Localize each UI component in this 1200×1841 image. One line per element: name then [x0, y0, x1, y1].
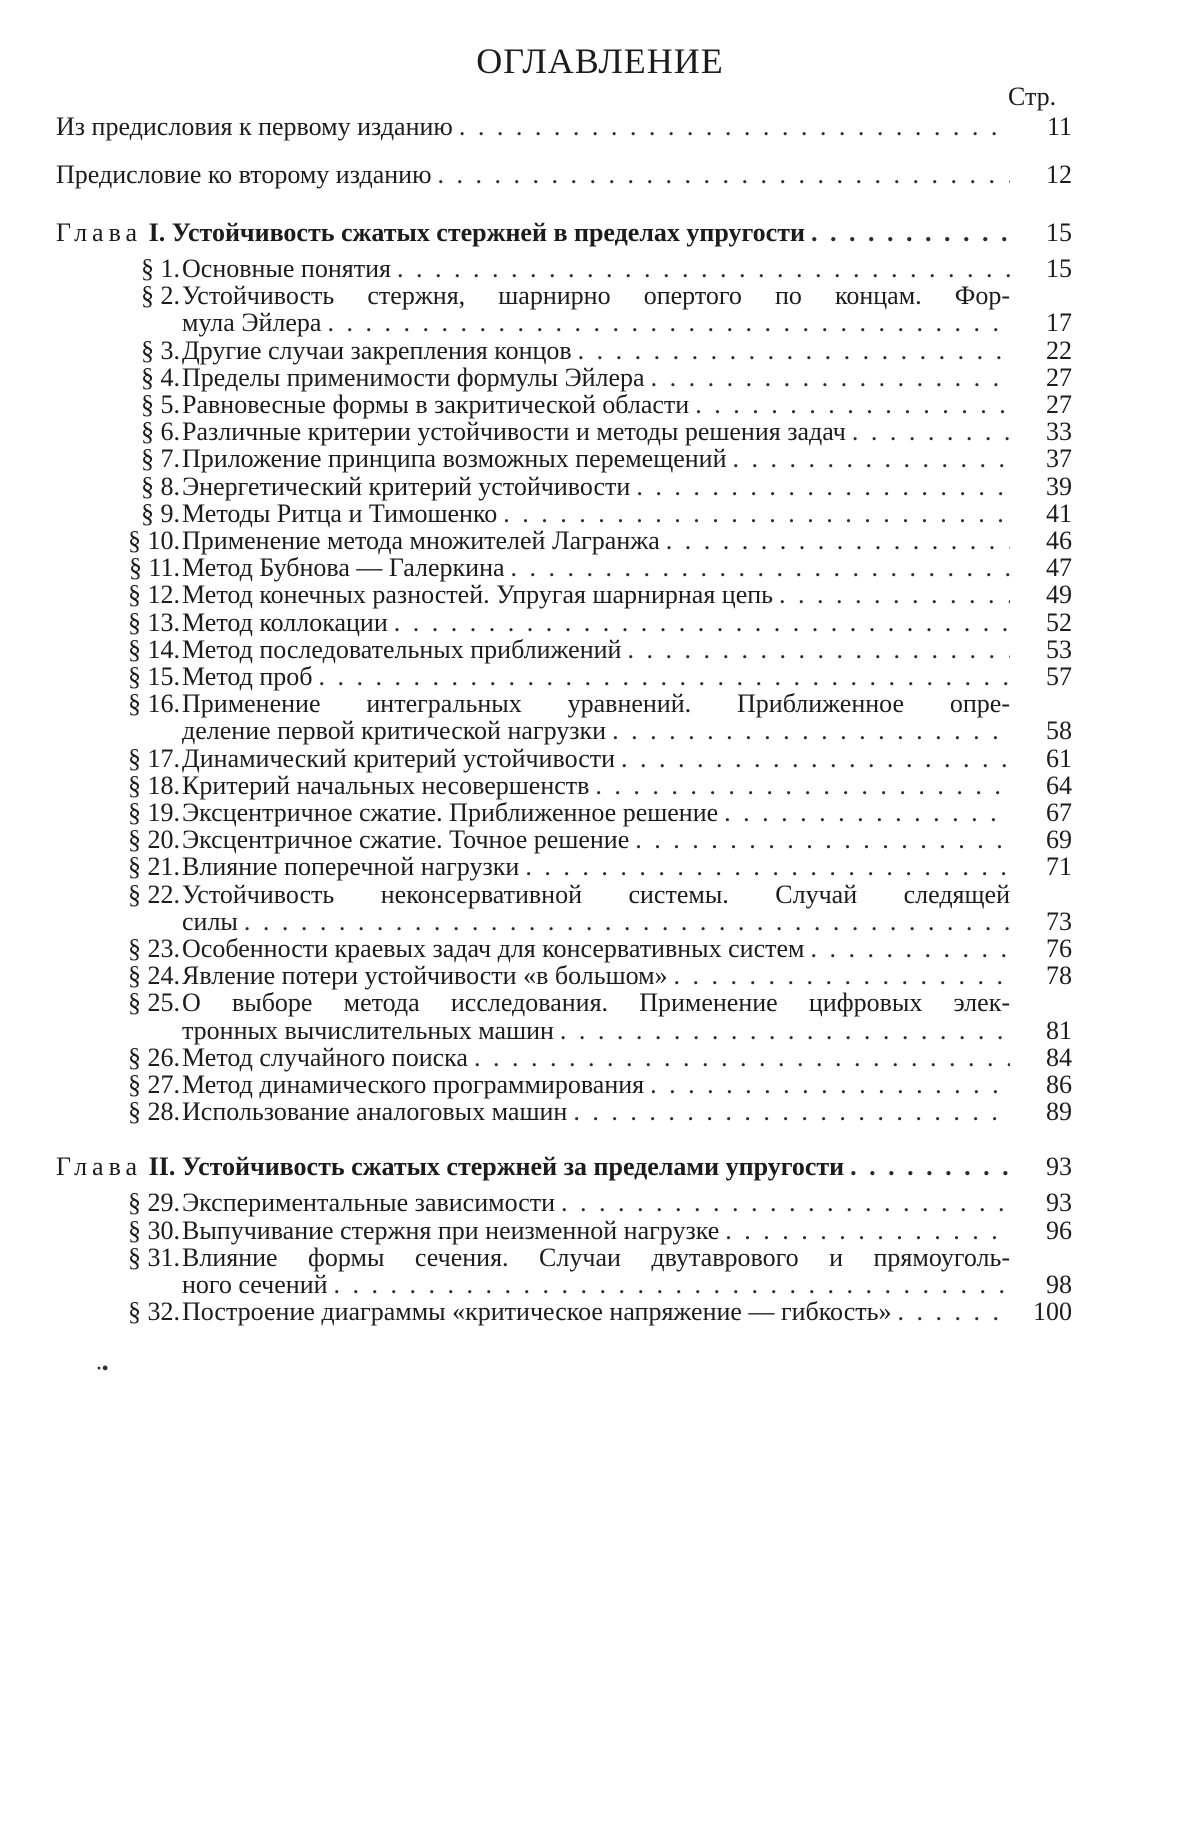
section-number: § 21. — [128, 852, 180, 882]
page-number: 69 — [1046, 825, 1072, 855]
leader-dots — [852, 417, 1010, 447]
toc-chapter-row — [0, 218, 1200, 248]
section-number: § 13. — [128, 607, 180, 637]
page-number: 98 — [1046, 1270, 1072, 1299]
page-number: 93 — [1046, 1188, 1072, 1218]
toc-section-row — [0, 254, 1200, 284]
entry-title: Построение диаграммы «критическое напряжение — гибкость» — [182, 1297, 892, 1327]
toc-preface-row — [0, 160, 1200, 190]
toc-section-row — [0, 961, 1200, 991]
toc-section-row — [0, 444, 1200, 474]
section-number: § 29. — [128, 1188, 180, 1218]
entry-title: Пределы применимости формулы Эйлера — [182, 362, 645, 392]
entry-text — [182, 526, 1010, 556]
entry-title: тронных вычислительных машин — [182, 1015, 554, 1045]
chapter-prefix: Глава — [56, 218, 143, 247]
section-number: § 12. — [128, 580, 180, 610]
page-number: 49 — [1046, 580, 1072, 610]
entry-text — [182, 1243, 1010, 1273]
section-number: § 19. — [128, 798, 180, 827]
leader-dots — [651, 363, 1010, 393]
toc-row-continuation — [0, 1270, 1200, 1300]
toc-section-row — [0, 744, 1200, 774]
toc-section-row — [0, 336, 1200, 366]
page-number: 58 — [1046, 716, 1072, 746]
page-number: 100 — [1033, 1297, 1072, 1327]
entry-text — [182, 363, 1010, 393]
toc-section-row — [0, 798, 1200, 828]
section-number: § 2. — [141, 281, 180, 311]
entry-title: Эксцентричное сжатие. Приближенное решение — [182, 798, 719, 827]
entry-text — [182, 472, 1010, 502]
entry-text — [182, 444, 1010, 474]
section-number: § 11. — [128, 553, 180, 583]
leader-dots — [318, 662, 1010, 692]
toc-row-continuation — [0, 716, 1200, 746]
entry-title: Экспериментальные зависимости — [182, 1188, 556, 1218]
entry-text — [182, 744, 1010, 774]
leader-dots — [627, 635, 1010, 665]
entry-text — [182, 308, 1010, 338]
entry-title: Динамический критерий устойчивости — [182, 743, 616, 773]
toc-section-row — [0, 1043, 1200, 1073]
leader-dots — [459, 112, 1010, 142]
entry-text — [182, 662, 1010, 692]
section-number: § 22. — [128, 879, 180, 909]
entry-title: Различные критерии устойчивости и методы решения задач — [182, 417, 846, 447]
toc-section-row — [0, 662, 1200, 692]
leader-dots — [438, 160, 1010, 190]
page-number: 37 — [1046, 444, 1072, 474]
entry-text — [182, 825, 1010, 855]
page-number: 57 — [1046, 662, 1072, 691]
toc-section-row — [0, 363, 1200, 393]
section-number: § 32. — [128, 1297, 180, 1327]
toc-section-row — [0, 580, 1200, 610]
leader-dots — [650, 1070, 1010, 1100]
entry-text — [182, 907, 1010, 937]
section-number: § 14. — [128, 634, 180, 664]
section-number: § 20. — [128, 825, 180, 855]
entry-title: Метод случайного поиска — [182, 1042, 468, 1072]
entry-title: Метод Бубнова — Галеркина — [182, 553, 505, 583]
entry-title: Влияние формы сечения. Случаи двутаврового и прямоуголь- — [182, 1242, 1010, 1272]
entry-title: Метод проб — [182, 662, 313, 691]
entry-text — [182, 499, 1010, 529]
toc-section-row — [0, 608, 1200, 638]
entry-title: мула Эйлера — [182, 308, 322, 338]
leader-dots — [334, 1270, 1010, 1300]
leader-dots — [612, 716, 1010, 746]
entry-title: Метод последовательных приближений — [182, 634, 622, 664]
entry-title: силы — [182, 906, 238, 936]
toc-section-row — [0, 771, 1200, 801]
toc-section-row — [0, 825, 1200, 855]
toc-section-row — [0, 880, 1200, 910]
entry-text — [182, 553, 1010, 583]
section-number: § 31. — [128, 1242, 180, 1272]
entry-title: Из предисловия к первому изданию — [56, 112, 453, 141]
leader-dots — [244, 907, 1010, 937]
page-number: 76 — [1046, 934, 1072, 963]
page-number: 46 — [1046, 526, 1072, 555]
entry-text — [182, 1216, 1010, 1246]
section-number: § 17. — [128, 743, 180, 773]
entry-title: Явление потери устойчивости «в большом» — [182, 961, 668, 991]
entry-text — [182, 580, 1010, 610]
entry-title: Устойчивость неконсервативной системы. Случай следящей — [182, 879, 1010, 909]
entry-text — [56, 1152, 1010, 1182]
leader-dots — [560, 1016, 1010, 1046]
page-number: 27 — [1046, 362, 1072, 392]
entry-text — [56, 218, 1010, 248]
page-column-label: Стр. — [1008, 82, 1057, 111]
ink-mark: ·• — [96, 1358, 109, 1378]
toc-row-continuation — [0, 1016, 1200, 1046]
section-number: § 24. — [128, 961, 180, 991]
page-number: 33 — [1046, 417, 1072, 447]
entry-text — [182, 1070, 1010, 1100]
page-number: 61 — [1046, 743, 1072, 773]
toc-section-row — [0, 934, 1200, 964]
toc-section-row — [0, 553, 1200, 583]
toc-section-row — [0, 1188, 1200, 1218]
page-number: 64 — [1046, 770, 1072, 800]
toc-chapter-row — [0, 1152, 1200, 1182]
section-number: § 8. — [141, 471, 180, 501]
leader-dots — [897, 1297, 1010, 1327]
entry-title: Методы Ритца и Тимошенко — [182, 498, 498, 528]
entry-text — [182, 1097, 1010, 1127]
entry-text — [56, 160, 1010, 190]
section-number: § 16. — [128, 689, 180, 719]
toc-section-row — [0, 1297, 1200, 1327]
entry-title: ного сечений — [182, 1270, 328, 1299]
entry-title: Особенности краевых задач для консервативных систем — [182, 934, 805, 963]
page-number: 78 — [1046, 961, 1072, 991]
page-number: 52 — [1046, 607, 1072, 637]
leader-dots — [595, 771, 1010, 801]
entry-text — [56, 112, 1010, 142]
toc-section-row — [0, 281, 1200, 311]
entry-text — [182, 1270, 1010, 1300]
leader-dots — [724, 798, 1010, 828]
section-number: § 9. — [141, 498, 180, 528]
entry-text — [182, 1043, 1010, 1073]
page-number: 73 — [1046, 906, 1072, 936]
entry-text — [182, 635, 1010, 665]
toc-section-row — [0, 1070, 1200, 1100]
entry-text — [182, 988, 1010, 1018]
page-number: 96 — [1046, 1215, 1072, 1245]
page-number: 71 — [1046, 852, 1072, 882]
section-number: § 3. — [141, 335, 180, 365]
toc-section-row — [0, 526, 1200, 556]
entry-text — [182, 934, 1010, 964]
section-number: § 26. — [128, 1042, 180, 1072]
entry-title: О выборе метода исследования. Применение цифровых элек- — [182, 988, 1010, 1018]
entry-title: Равновесные формы в закритической области — [182, 390, 690, 419]
entry-title: Устойчивость стержня, шарнирно опертого по концам. Фор- — [182, 281, 1010, 311]
entry-title: Метод коллокации — [182, 607, 388, 637]
leader-dots — [561, 1188, 1010, 1218]
toc-section-row — [0, 1097, 1200, 1127]
entry-text — [182, 771, 1010, 801]
entry-text — [182, 961, 1010, 991]
toc-section-row — [0, 390, 1200, 420]
leader-dots — [511, 553, 1010, 583]
page-number: 86 — [1046, 1070, 1072, 1099]
page-number: 47 — [1046, 553, 1072, 583]
section-number: § 10. — [128, 526, 180, 555]
page-number: 11 — [1046, 112, 1072, 141]
page-number: 15 — [1046, 218, 1072, 247]
entry-text — [182, 417, 1010, 447]
page-number: 67 — [1046, 798, 1072, 827]
leader-dots — [811, 218, 1010, 248]
entry-title: Другие случаи закрепления концов — [182, 335, 572, 365]
entry-text — [182, 716, 1010, 746]
toc-section-row — [0, 689, 1200, 719]
page-number: 17 — [1046, 308, 1072, 338]
page-number: 81 — [1046, 1015, 1072, 1045]
leader-dots — [725, 1216, 1010, 1246]
section-number: § 4. — [141, 362, 180, 392]
leader-dots — [525, 852, 1010, 882]
entry-title: Влияние поперечной нагрузки — [182, 852, 520, 882]
section-number: § 23. — [128, 934, 180, 963]
section-number: § 1. — [141, 254, 180, 283]
entry-title: деление первой критической нагрузки — [182, 716, 607, 746]
entry-text — [182, 608, 1010, 638]
page-number: 93 — [1046, 1152, 1072, 1182]
leader-dots — [573, 1097, 1010, 1127]
toc-section-row — [0, 499, 1200, 529]
entry-text — [182, 1188, 1010, 1218]
section-number: § 25. — [128, 988, 180, 1018]
entry-title: Использование аналоговых машин — [182, 1097, 568, 1127]
page-number: 39 — [1046, 471, 1072, 501]
entry-title: Применение метода множителей Лагранжа — [182, 526, 660, 555]
page-number: 27 — [1046, 390, 1072, 419]
toc-section-row — [0, 852, 1200, 882]
entry-text — [182, 798, 1010, 828]
page-number: 12 — [1046, 160, 1072, 189]
page-title: ОГЛАВЛЕНИЕ — [476, 41, 724, 81]
leader-dots — [327, 308, 1010, 338]
page-number: 22 — [1046, 335, 1072, 365]
leader-dots — [850, 1152, 1010, 1182]
entry-text — [182, 281, 1010, 311]
section-number: § 27. — [128, 1070, 180, 1099]
entry-title: Метод динамического программирования — [182, 1070, 645, 1099]
entry-text — [182, 390, 1010, 420]
leader-dots — [578, 336, 1010, 366]
entry-title: Основные понятия — [182, 254, 391, 283]
entry-title: Предисловие ко второму изданию — [56, 160, 432, 189]
toc-section-row — [0, 635, 1200, 665]
toc-row-continuation — [0, 907, 1200, 937]
section-number: § 18. — [128, 770, 180, 800]
section-number: § 15. — [128, 662, 180, 691]
entry-title: II. Устойчивость сжатых стержней за пределами упругости — [148, 1152, 845, 1182]
leader-dots — [397, 254, 1010, 284]
section-number: § 5. — [141, 390, 180, 419]
page-number: 84 — [1046, 1042, 1072, 1072]
leader-dots — [394, 608, 1010, 638]
leader-dots — [635, 825, 1010, 855]
entry-title: Приложение принципа возможных перемещений — [182, 444, 727, 474]
entry-title: Выпучивание стержня при неизменной нагрузке — [182, 1215, 720, 1245]
leader-dots — [636, 472, 1010, 502]
toc-section-row — [0, 472, 1200, 502]
entry-text — [182, 689, 1010, 719]
section-number: § 7. — [141, 444, 180, 474]
section-number: § 30. — [128, 1215, 180, 1245]
page-number: 15 — [1046, 254, 1072, 283]
section-number: § 28. — [128, 1097, 180, 1127]
page-number: 41 — [1046, 498, 1072, 528]
leader-dots — [810, 934, 1010, 964]
leader-dots — [674, 961, 1010, 991]
page-number: 53 — [1046, 634, 1072, 664]
toc-section-row — [0, 988, 1200, 1018]
leader-dots — [503, 499, 1010, 529]
chapter-prefix: Глава — [56, 1152, 143, 1182]
section-number: § 6. — [141, 417, 180, 447]
leader-dots — [779, 580, 1010, 610]
entry-text — [182, 1016, 1010, 1046]
entry-text — [182, 1297, 1010, 1327]
leader-dots — [621, 744, 1010, 774]
entry-text — [182, 880, 1010, 910]
leader-dots — [733, 444, 1010, 474]
entry-text — [182, 852, 1010, 882]
leader-dots — [666, 526, 1010, 556]
toc-section-row — [0, 1243, 1200, 1273]
entry-title: Критерий начальных несовершенств — [182, 770, 590, 800]
entry-title: I. Устойчивость сжатых стержней в пределах упругости — [148, 218, 805, 247]
entry-title: Применение интегральных уравнений. Приближенное опре- — [182, 689, 1010, 719]
leader-dots — [695, 390, 1010, 420]
toc-section-row — [0, 417, 1200, 447]
toc-section-row — [0, 1216, 1200, 1246]
entry-text — [182, 336, 1010, 366]
entry-title: Энергетический критерий устойчивости — [182, 471, 631, 501]
toc-row-continuation — [0, 308, 1200, 338]
toc-preface-row — [0, 112, 1200, 142]
entry-text — [182, 254, 1010, 284]
page-number: 89 — [1046, 1097, 1072, 1127]
leader-dots — [474, 1043, 1010, 1073]
entry-title: Эксцентричное сжатие. Точное решение — [182, 825, 630, 855]
entry-title: Метод конечных разностей. Упругая шарнирная цепь — [182, 580, 774, 610]
